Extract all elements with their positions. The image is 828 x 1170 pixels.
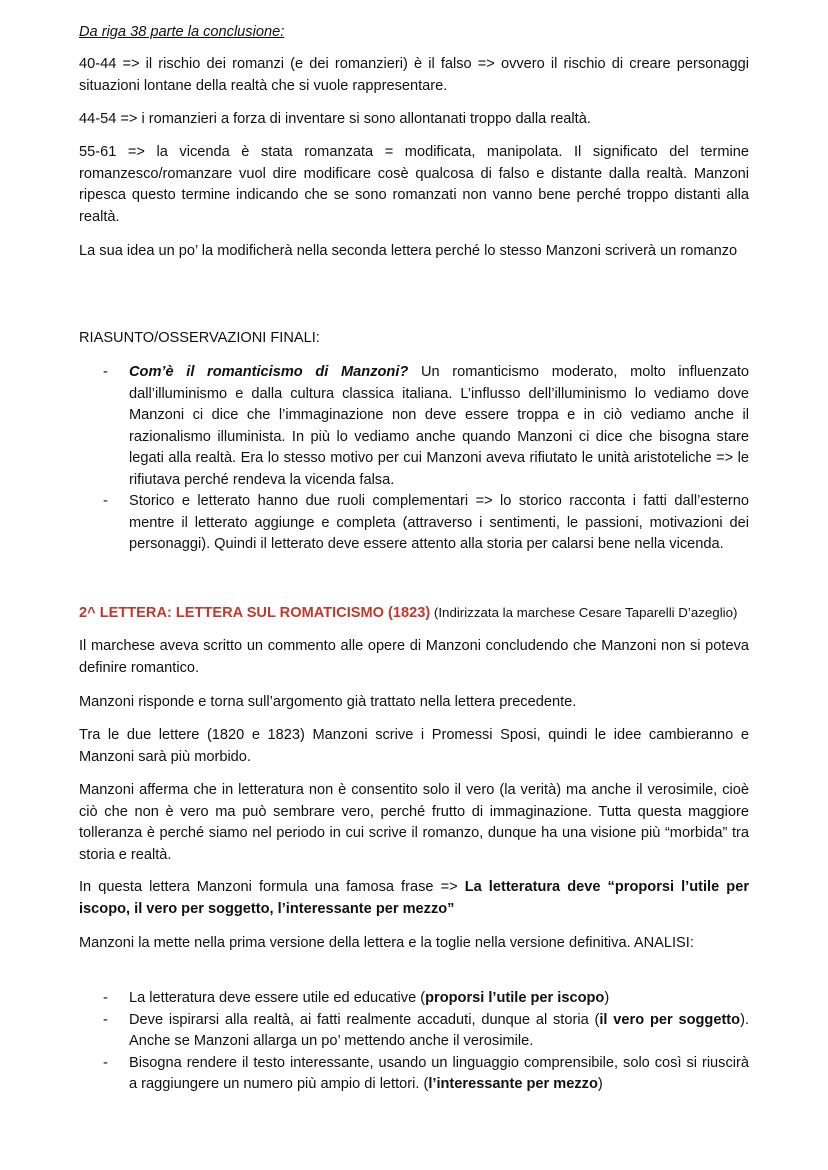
letter2-paragraph-6: Manzoni la mette nella prima versione della lettera e la toglie nella versione definitiva. ANALISI: [79, 935, 694, 951]
quote-intro: In questa lettera Manzoni formula una famosa frase => [79, 879, 465, 895]
famous-quote: La letteratura deve “proporsi l’utile per iscopo, il vero per soggetto, l’interessante per mezzo” [79, 879, 749, 917]
letter2-paragraph-3: Tra le due lettere (1820 e 1823) Manzoni scrive i Promessi Sposi, quindi le idee cambieranno e Manzoni sarà più morbido. [79, 727, 749, 765]
summary-item-2-text: Storico e letterato hanno due ruoli complementari => lo storico racconta i fatti dall’esterno mentre il letterato aggiunge e completa (attraverso i sentimenti, le passioni, motivazioni dei personaggi). Quindi il letterato deve essere attento alla storia per calarsi bene nella vicenda. [129, 493, 749, 552]
analysis-list [79, 988, 749, 1096]
letter2-title-line [79, 602, 749, 625]
intro-paragraph-4: La sua idea un po’ la modificherà nella seconda lettera perché lo stesso Manzoni scriverà un romanzo [79, 243, 738, 259]
list-item [79, 1053, 749, 1096]
intro-paragraph-2: 44-54 => i romanzieri a forza di inventare si sono allontanati troppo dalla realtà. [79, 111, 591, 127]
analysis-item-3-end: ) [597, 1076, 603, 1092]
list-item [79, 362, 749, 491]
list-item [79, 1010, 749, 1053]
summary-item-1-text: Un romanticismo moderato, molto influenzato dall’illuminismo e dalla cultura classica italiana. L’influsso dell’illuminismo lo vediamo dove Manzoni ci dice che l’immaginazione non deve essere troppa e in ciò vediamo anche il razionalismo illuminista. In più lo vediamo anche quando Manzoni ci dice che bisogna stare legati alla realtà. Era lo stesso motivo per cui Manzoni aveva rifiutato le unità aristoteliche => le rifiutava perché rendeva la vicenda falsa. [129, 364, 750, 488]
intro-paragraph-3: 55-61 => la vicenda è stata romanzata = modificata, manipolata. Il significato del termine romanzesco/romanzare vuol dire modificare cosè qualcosa di falso e distante dalla realtà. Manzoni ripesca questo termine indicando che se sono romanzati non vanno bene perché troppo distanti alla realtà. [79, 144, 749, 225]
letter2-title: 2^ LETTERA: LETTERA SUL ROMATICISMO (1823) [79, 605, 431, 621]
letter2-paragraph-4: Manzoni afferma che in letteratura non è consentito solo il vero (la verità) ma anche il verosimile, cioè ciò che non è vero ma può sembrare vero, perché frutto di immaginazione. Tutta questa maggiore tolleranza è perché siamo nel periodo in cui scrive il romanzo, dunque ha una visione più “morbida” tra storia e realtà. [79, 782, 749, 863]
list-item [79, 988, 749, 1010]
letter2-paragraph-2: Manzoni risponde e torna sull’argomento già trattato nella lettera precedente. [79, 694, 577, 710]
intro-heading: Da riga 38 parte la conclusione: [79, 24, 285, 40]
analysis-item-1-text: La letteratura deve essere utile ed educative ( [129, 990, 426, 1006]
summary-list [79, 362, 749, 556]
analysis-item-2-text: Deve ispirarsi alla realtà, ai fatti realmente accaduti, dunque al storia ( [129, 1011, 600, 1028]
analysis-item-3-text: Bisogna rendere il testo interessante, usando un linguaggio comprensibile, solo così si riuscirà a raggiungere un numero più ampio di lettori. ( [129, 1054, 749, 1092]
list-item [79, 491, 749, 556]
analysis-item-2-end: ). Anche se Manzoni allarga un po’ mettendo anche il verosimile. [129, 1011, 749, 1049]
summary-question: Com’è il romanticismo di Manzoni? [129, 364, 409, 380]
analysis-item-2-bold: il vero per soggetto [599, 1011, 741, 1028]
letter2-note: (Indirizzata la marchese Cesare Taparelli D’azeglio) [430, 605, 738, 620]
letter2-paragraph-1: Il marchese aveva scritto un commento alle opere di Manzoni concludendo che Manzoni non si poteva definire romantico. [79, 638, 749, 676]
intro-paragraph-1: 40-44 => il rischio dei romanzi (e dei romanzieri) è il falso => ovvero il rischio di creare personaggi situazioni lontane della realtà che si vuole rappresentare. [79, 56, 749, 94]
analysis-item-1-bold: proporsi l’utile per iscopo [425, 990, 605, 1006]
letter2-paragraph-5 [79, 877, 749, 920]
summary-title: RIASUNTO/OSSERVAZIONI FINALI: [79, 330, 320, 346]
analysis-item-1-end: ) [604, 990, 610, 1006]
analysis-item-3-bold: l’interessante per mezzo [428, 1076, 598, 1092]
